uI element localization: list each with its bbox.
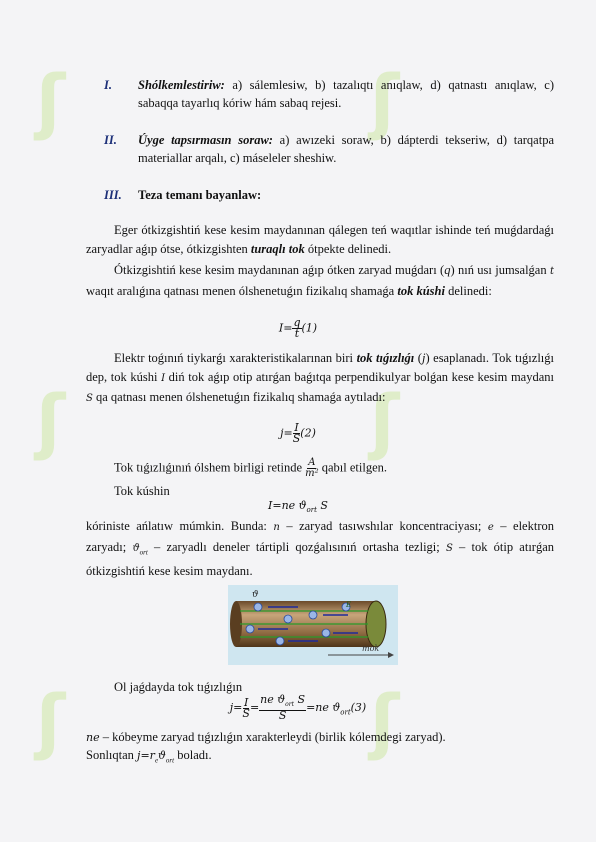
text: qa qatnası menen ólshenetuǵın fizikalıq shamaǵa aytıladı: [92, 390, 386, 404]
formula-3 [0, 499, 596, 514]
formula-text: j= [229, 701, 243, 715]
symbol: j [421, 351, 426, 365]
formula-1 [0, 318, 596, 339]
paragraph-2 [86, 261, 554, 300]
section-title: Shólkemlestiriw: [138, 78, 225, 92]
velocity-label: ϑ [252, 590, 259, 600]
text: boladı. [174, 748, 212, 762]
term: tok tıǵızlıǵı [356, 351, 415, 365]
watermark-icon: ʃ [370, 60, 400, 142]
symbol: ne [86, 731, 100, 744]
text: – zaryad tasıwshılar koncentraciyası; [279, 519, 488, 533]
subscript: ort [306, 506, 317, 515]
formula-text: j= [280, 426, 293, 440]
symbol: ϑ [158, 749, 166, 762]
paragraph-7: Ol jaǵdayda tok tıǵızlıǵın [114, 680, 243, 694]
term: tok kúshi [397, 283, 445, 298]
text: Eger ótkizgishtiń kese kesim maydanınan qálegen teń waqıtlar ishinde teń muǵdardaǵı zaryadlar aǵıp ótse, ótkizgishten [86, 223, 554, 256]
watermark-icon: ʃ [36, 680, 66, 762]
text: Tok tıǵızlıǵınıń ólshem birligi retinde [114, 460, 306, 475]
denominator: t [294, 327, 300, 340]
formula-text: I= [278, 321, 293, 335]
formula-4: j= $\frac{I}{S}$ = $\frac{ne ϑ_{ort} S}{S}$ =ne $ϑ_{ort}(3)$ [229, 693, 367, 723]
subscript: ort [340, 708, 351, 717]
field-label: E [346, 601, 352, 609]
formula-text: I=ne ϑ [268, 499, 307, 512]
numerator: I [244, 695, 249, 709]
text: Elektr toǵınıń tiykarǵı xarakteristikalarınan biri [114, 351, 357, 365]
term: turaqlı tok [250, 241, 305, 256]
section-number: III. [104, 188, 122, 202]
section-number: II. [104, 133, 117, 147]
watermark-icon: ʃ [370, 680, 400, 762]
text: ótpekte delinedi. [304, 241, 392, 256]
section-number: I. [104, 78, 112, 92]
section-1 [104, 76, 554, 112]
current-label: mok [362, 644, 380, 653]
text: ( [414, 351, 422, 365]
section-title: Teza temanı bayanlaw: [138, 188, 262, 202]
equation-number: (2) [300, 426, 316, 440]
formula-text: S [316, 499, 328, 512]
denominator: S [292, 432, 301, 445]
text: qabıl etilgen. [318, 460, 388, 475]
section-text: a) sálemlesiw, b) tazalıqtı anıqlaw, d) qatnastı anıqlaw, c) sabaqqa tayarlıq kóriw hám sabaq rejesi. [138, 78, 554, 110]
equation-number: (3) [350, 701, 367, 715]
formula-2 [0, 423, 596, 444]
symbol: j=r [137, 749, 155, 762]
symbol: n [273, 522, 280, 533]
section-title: Úyge tapsırmasın soraw: [138, 133, 273, 147]
numerator: q [293, 316, 301, 329]
equation-number: (1) [301, 321, 318, 335]
text: delinedi: [444, 283, 492, 298]
text: diń tok aǵıp otip atırǵan baǵıtqa perpendikulyar bolǵan kese kesim maydanı [165, 369, 554, 384]
text: kóriniste ańlatıw múmkin. Bunda: [86, 519, 274, 533]
symbol: S [445, 542, 453, 554]
paragraph-5: Tok kúshin [114, 484, 170, 498]
text: ) esaplanadı. Tok tıǵızlıǵı dep, tok kúshi [86, 351, 554, 384]
subscript: ort [165, 756, 175, 765]
text: Ótkizgishtiń kese kesim maydanınan aǵıp ótken zaryad muǵdarı ( [114, 263, 445, 277]
subscript: ort [285, 701, 295, 709]
numerator: ne ϑ [260, 693, 286, 706]
paragraph-9 [86, 746, 554, 770]
symbol: S [86, 393, 93, 404]
paragraph-8 [86, 728, 554, 748]
conductor-figure [228, 585, 398, 665]
section-2 [104, 131, 554, 167]
paragraph-1 [86, 221, 554, 258]
conductor-cross-section [366, 601, 386, 647]
text: ) nıń usı jumsalǵan [450, 263, 550, 277]
watermark-icon: ʃ [36, 60, 66, 142]
paragraph-3 [86, 349, 554, 409]
text: Sonlıqtan [86, 748, 138, 762]
symbol: ϑ [132, 542, 140, 554]
text: waqıt aralıǵına qatnası menen ólshenetuǵın fizikalıq shamaǵa [86, 283, 398, 298]
symbol: e [487, 522, 494, 533]
section-3 [104, 186, 554, 204]
numerator-end: S [294, 693, 306, 706]
symbol: q [444, 263, 451, 277]
numerator: I [294, 421, 299, 434]
formula-text: =ne ϑ [306, 701, 341, 715]
text: – tok ótip atırǵan ótkizgishtiń kese kesim maydanı. [86, 539, 554, 578]
symbol: t [549, 266, 554, 277]
text: – kóbeyme zaryad tıǵızlıǵın xarakterleydi (birlik kólemdegi zaryad). [99, 730, 446, 744]
subscript: ort [139, 548, 148, 556]
paragraph-4 [114, 458, 554, 479]
symbol: I [161, 372, 166, 384]
paragraph-6 [86, 517, 554, 580]
denominator: m² [305, 468, 319, 479]
section-text: a) awızeki soraw, b) dápterdi tekseriw, d) tarqatpa materiallar arqalı, c) máseleler sheshiw. [138, 133, 555, 165]
denominator: S [242, 706, 250, 720]
conductor-diagram [228, 585, 398, 665]
arrow-head-icon [388, 652, 394, 658]
watermark-icon: ʃ [36, 380, 66, 462]
text: – elektron zaryadı; [86, 519, 554, 554]
watermark-icon: ʃ [370, 380, 400, 462]
subscript: e [154, 756, 159, 765]
numerator: A [308, 457, 316, 468]
denominator: S [278, 709, 287, 723]
text: – zaryadlı deneler tártipli qozǵalısınıń ortasha tezligi; [147, 539, 446, 554]
